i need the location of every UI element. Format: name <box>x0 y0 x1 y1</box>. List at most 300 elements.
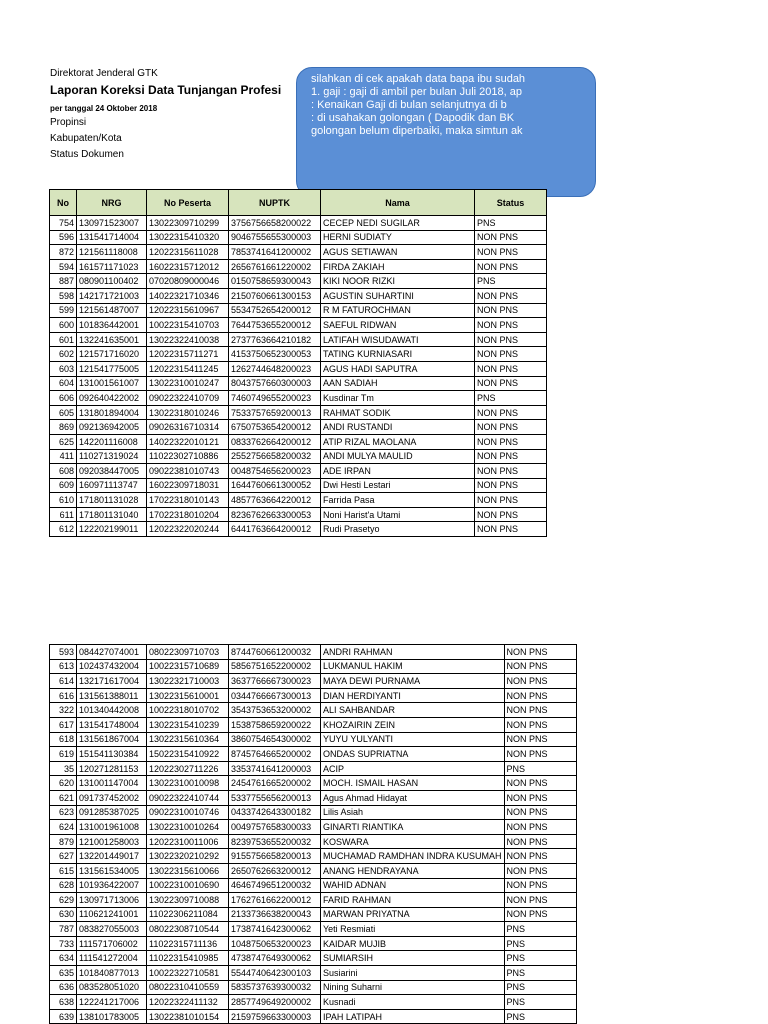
cell-nrg: 080901100402 <box>77 274 147 289</box>
cell-no-peserta: 13022322410038 <box>147 332 229 347</box>
table-row <box>50 805 577 820</box>
cell-status: NON PNS <box>475 259 547 274</box>
cell-nuptk: 2159759663300003 <box>229 1009 321 1024</box>
cell-nama: GINARTI RIANTIKA <box>321 820 505 835</box>
cell-status: PNS <box>475 216 547 231</box>
cell-nrg: 110271319024 <box>77 449 147 464</box>
cell-nama: WAHID ADNAN <box>321 878 505 893</box>
cell-nuptk: 5835737639300032 <box>229 980 321 995</box>
cell-no: 603 <box>50 361 77 376</box>
cell-nama: ALI SAHBANDAR <box>321 703 505 718</box>
cell-status: NON PNS <box>475 318 547 333</box>
cell-status: PNS <box>504 995 576 1010</box>
cell-no: 614 <box>50 674 77 689</box>
cell-nuptk: 4153750652300053 <box>229 347 321 362</box>
cell-no: 608 <box>50 464 77 479</box>
cell-nrg: 121001258003 <box>77 834 147 849</box>
cell-nuptk: 8745764665200002 <box>229 747 321 762</box>
table-row <box>50 659 577 674</box>
cell-nama: Kusdinar Tm <box>321 391 475 406</box>
cell-nama: LUKMANUL HAKIM <box>321 659 505 674</box>
cell-nama: KHOZAIRIN ZEIN <box>321 717 505 732</box>
table-row <box>50 332 547 347</box>
cell-no-peserta: 13022310010264 <box>147 820 229 835</box>
cell-status: NON PNS <box>475 288 547 303</box>
cell-nrg: 121561487007 <box>77 303 147 318</box>
cell-status: NON PNS <box>504 674 576 689</box>
cell-nama: KIKI NOOR RIZKI <box>321 274 475 289</box>
report-date: per tanggal 24 Oktober 2018 <box>50 104 158 113</box>
cell-nama: YUYU YULYANTI <box>321 732 505 747</box>
cell-no: 615 <box>50 863 77 878</box>
cell-nuptk: 7460749655200023 <box>229 391 321 406</box>
table-row <box>50 376 547 391</box>
cell-nrg: 083827055003 <box>77 922 147 937</box>
cell-no: 599 <box>50 303 77 318</box>
cell-nama: FARID RAHMAN <box>321 893 505 908</box>
cell-nrg: 122241217006 <box>77 995 147 1010</box>
cell-nama: SAEFUL RIDWAN <box>321 318 475 333</box>
cell-nrg: 130971713006 <box>77 893 147 908</box>
cell-nuptk: 0344766667300013 <box>229 688 321 703</box>
cell-no: 605 <box>50 405 77 420</box>
cell-no-peserta: 10022310010690 <box>147 878 229 893</box>
table-row <box>50 434 547 449</box>
cell-nuptk: 2133736638200043 <box>229 907 321 922</box>
header-status: Status <box>475 190 547 216</box>
cell-no-peserta: 12022302711226 <box>147 761 229 776</box>
cell-status: NON PNS <box>504 893 576 908</box>
cell-status: PNS <box>504 936 576 951</box>
cell-nrg: 083528051020 <box>77 980 147 995</box>
cell-nama: MUCHAMAD RAMDHAN INDRA KUSUMAH <box>321 849 505 864</box>
cell-no: 604 <box>50 376 77 391</box>
cell-nrg: 121541775005 <box>77 361 147 376</box>
cell-nrg: 091285387025 <box>77 805 147 820</box>
cell-status: NON PNS <box>475 434 547 449</box>
cell-status: NON PNS <box>475 303 547 318</box>
cell-status: NON PNS <box>504 820 576 835</box>
cell-no: 600 <box>50 318 77 333</box>
cell-no: 613 <box>50 659 77 674</box>
cell-nama: TATING KURNIASARI <box>321 347 475 362</box>
cell-nrg: 131561867004 <box>77 732 147 747</box>
cell-nama: Dwi Hesti Lestari <box>321 478 475 493</box>
cell-no-peserta: 17022318010204 <box>147 507 229 522</box>
table-row <box>50 230 547 245</box>
cell-status: NON PNS <box>504 688 576 703</box>
cell-no: 617 <box>50 717 77 732</box>
cell-no: 887 <box>50 274 77 289</box>
cell-nrg: 160971113747 <box>77 478 147 493</box>
cell-no: 596 <box>50 230 77 245</box>
cell-no: 638 <box>50 995 77 1010</box>
table-row <box>50 849 577 864</box>
cell-nuptk: 4857763664220012 <box>229 493 321 508</box>
table-row <box>50 688 577 703</box>
table-row <box>50 522 547 537</box>
cell-status: NON PNS <box>504 645 576 660</box>
cell-nuptk: 6441763664200012 <box>229 522 321 537</box>
cell-no-peserta: 11022315410985 <box>147 951 229 966</box>
cell-nuptk: 0150758659300043 <box>229 274 321 289</box>
cell-no: 635 <box>50 966 77 981</box>
district-label: Kabupaten/Kota <box>50 133 122 144</box>
cell-no: 594 <box>50 259 77 274</box>
cell-nuptk: 7533757659200013 <box>229 405 321 420</box>
cell-nama: AGUS SETIAWAN <box>321 245 475 260</box>
table-row <box>50 645 577 660</box>
cell-no: 636 <box>50 980 77 995</box>
cell-nrg: 171801131040 <box>77 507 147 522</box>
cell-no: 634 <box>50 951 77 966</box>
cell-no: 610 <box>50 493 77 508</box>
cell-no: 35 <box>50 761 77 776</box>
table-row <box>50 259 547 274</box>
cell-nama: SUMIARSIH <box>321 951 505 966</box>
cell-no: 618 <box>50 732 77 747</box>
cell-no-peserta: 11022315711136 <box>147 936 229 951</box>
cell-nuptk: 0048754656200023 <box>229 464 321 479</box>
cell-status: PNS <box>504 1009 576 1024</box>
header-nrg: NRG <box>77 190 147 216</box>
cell-nama: Rudi Prasetyo <box>321 522 475 537</box>
note-line: silahkan di cek apakah data bapa ibu sudah <box>311 73 526 85</box>
table-row <box>50 732 577 747</box>
cell-nama: AGUSTIN SUHARTINI <box>321 288 475 303</box>
cell-nuptk: 2150760661300153 <box>229 288 321 303</box>
cell-status: NON PNS <box>504 717 576 732</box>
cell-status: NON PNS <box>475 464 547 479</box>
province-label: Propinsi <box>50 117 87 128</box>
cell-status: NON PNS <box>475 420 547 435</box>
cell-nama: FIRDA ZAKIAH <box>321 259 475 274</box>
cell-no-peserta: 10022318010702 <box>147 703 229 718</box>
cell-nrg: 110621241001 <box>77 907 147 922</box>
cell-status: NON PNS <box>504 907 576 922</box>
header-no: No <box>50 190 77 216</box>
cell-no: 628 <box>50 878 77 893</box>
cell-no-peserta: 08022309710703 <box>147 645 229 660</box>
cell-nrg: 131561534005 <box>77 863 147 878</box>
cell-no-peserta: 10022315710689 <box>147 659 229 674</box>
cell-nama: LATIFAH WISUDAWATI <box>321 332 475 347</box>
cell-no: 609 <box>50 478 77 493</box>
table-row <box>50 995 577 1010</box>
cell-nama: Agus Ahmad Hidayat <box>321 790 505 805</box>
table-row <box>50 878 577 893</box>
cell-nama: DIAN HERDIYANTI <box>321 688 505 703</box>
cell-nama: IPAH LATIPAH <box>321 1009 505 1024</box>
table-row <box>50 303 547 318</box>
cell-no-peserta: 14022321710346 <box>147 288 229 303</box>
cell-nuptk: 8043757660300003 <box>229 376 321 391</box>
cell-no-peserta: 15022315410922 <box>147 747 229 762</box>
cell-nama: Noni Harist'a Utami <box>321 507 475 522</box>
table-row <box>50 761 577 776</box>
cell-nrg: 132241635001 <box>77 332 147 347</box>
cell-status: NON PNS <box>504 776 576 791</box>
cell-nuptk: 3543753653200002 <box>229 703 321 718</box>
cell-nama: ANANG HENDRAYANA <box>321 863 505 878</box>
report-title: Laporan Koreksi Data Tunjangan Profesi <box>50 83 282 97</box>
cell-no-peserta: 09026316710314 <box>147 420 229 435</box>
cell-nrg: 121561118008 <box>77 245 147 260</box>
cell-nuptk: 5856751652200002 <box>229 659 321 674</box>
cell-no-peserta: 12022310011006 <box>147 834 229 849</box>
cell-no: 602 <box>50 347 77 362</box>
cell-no: 601 <box>50 332 77 347</box>
cell-status: NON PNS <box>504 878 576 893</box>
cell-nuptk: 5534752654200012 <box>229 303 321 318</box>
cell-no-peserta: 13022320210292 <box>147 849 229 864</box>
cell-no-peserta: 12022315611028 <box>147 245 229 260</box>
table-row <box>50 216 547 231</box>
cell-nuptk: 3637766667300023 <box>229 674 321 689</box>
table-row <box>50 245 547 260</box>
table-row <box>50 464 547 479</box>
cell-no: 411 <box>50 449 77 464</box>
table-row <box>50 507 547 522</box>
cell-nuptk: 1262744648200023 <box>229 361 321 376</box>
cell-nama: RAHMAT SODIK <box>321 405 475 420</box>
table-row <box>50 1009 577 1024</box>
cell-status: NON PNS <box>475 245 547 260</box>
cell-no: 606 <box>50 391 77 406</box>
cell-no-peserta: 12022315610967 <box>147 303 229 318</box>
table-row <box>50 893 577 908</box>
cell-nuptk: 1644760661300052 <box>229 478 321 493</box>
cell-status: NON PNS <box>504 747 576 762</box>
table-row <box>50 776 577 791</box>
cell-nama: ANDI RUSTANDI <box>321 420 475 435</box>
cell-no: 787 <box>50 922 77 937</box>
cell-nrg: 084427074001 <box>77 645 147 660</box>
cell-nuptk: 8236762663300053 <box>229 507 321 522</box>
cell-no: 733 <box>50 936 77 951</box>
cell-nama: Farrida Pasa <box>321 493 475 508</box>
cell-status: NON PNS <box>504 659 576 674</box>
cell-nrg: 102437432004 <box>77 659 147 674</box>
cell-nrg: 131561388011 <box>77 688 147 703</box>
table-row <box>50 907 577 922</box>
cell-nrg: 132171617004 <box>77 674 147 689</box>
cell-nrg: 131001961008 <box>77 820 147 835</box>
table-row <box>50 391 547 406</box>
cell-nrg: 131001561007 <box>77 376 147 391</box>
cell-nrg: 121571716020 <box>77 347 147 362</box>
cell-no: 629 <box>50 893 77 908</box>
cell-nuptk: 2650762663200012 <box>229 863 321 878</box>
cell-nama: CECEP NEDI SUGILAR <box>321 216 475 231</box>
cell-status: NON PNS <box>475 449 547 464</box>
cell-nuptk: 2857749649200002 <box>229 995 321 1010</box>
note-callout <box>296 67 596 197</box>
cell-no: 872 <box>50 245 77 260</box>
cell-nrg: 171801131028 <box>77 493 147 508</box>
cell-status: PNS <box>504 980 576 995</box>
cell-nama: Susiarini <box>321 966 505 981</box>
note-line: : Kenaikan Gaji di bulan selanjutnya di b <box>311 99 507 111</box>
table-row <box>50 790 577 805</box>
table-row <box>50 966 577 981</box>
cell-nrg: 092136942005 <box>77 420 147 435</box>
table-row <box>50 405 547 420</box>
cell-nrg: 132201449017 <box>77 849 147 864</box>
cell-nrg: 111571706002 <box>77 936 147 951</box>
cell-nama: AGUS HADI SAPUTRA <box>321 361 475 376</box>
cell-no: 616 <box>50 688 77 703</box>
cell-nrg: 092640422002 <box>77 391 147 406</box>
note-line: golongan belum diperbaiki, maka simtun ak <box>311 125 523 137</box>
cell-no-peserta: 16022309718031 <box>147 478 229 493</box>
cell-nama: MOCH. ISMAIL HASAN <box>321 776 505 791</box>
header-nama: Nama <box>321 190 475 216</box>
table-row <box>50 361 547 376</box>
cell-nrg: 091737452002 <box>77 790 147 805</box>
cell-nama: ADE IRPAN <box>321 464 475 479</box>
cell-nama: MARWAN PRIYATNA <box>321 907 505 922</box>
cell-nrg: 161571171023 <box>77 259 147 274</box>
cell-status: NON PNS <box>475 522 547 537</box>
cell-nuptk: 1538758659200022 <box>229 717 321 732</box>
cell-nuptk: 1738741642300062 <box>229 922 321 937</box>
cell-no-peserta: 07020809000046 <box>147 274 229 289</box>
cell-nrg: 092038447005 <box>77 464 147 479</box>
table-row <box>50 288 547 303</box>
cell-no: 620 <box>50 776 77 791</box>
cell-no-peserta: 13022315410239 <box>147 717 229 732</box>
cell-nuptk: 8239753655200032 <box>229 834 321 849</box>
cell-nrg: 131801894004 <box>77 405 147 420</box>
cell-no-peserta: 11022302710886 <box>147 449 229 464</box>
cell-nama: KOSWARA <box>321 834 505 849</box>
cell-nrg: 122202199011 <box>77 522 147 537</box>
cell-status: PNS <box>475 391 547 406</box>
cell-status: NON PNS <box>475 376 547 391</box>
cell-nama: HERNI SUDIATY <box>321 230 475 245</box>
cell-status: NON PNS <box>504 732 576 747</box>
cell-nama: KAIDAR MUJIB <box>321 936 505 951</box>
cell-nuptk: 9046755655300003 <box>229 230 321 245</box>
cell-no: 611 <box>50 507 77 522</box>
cell-status: PNS <box>504 922 576 937</box>
cell-nrg: 138101783005 <box>77 1009 147 1024</box>
cell-status: NON PNS <box>504 834 576 849</box>
cell-nrg: 131541714004 <box>77 230 147 245</box>
cell-nuptk: 2656761661220002 <box>229 259 321 274</box>
cell-no-peserta: 13022315610364 <box>147 732 229 747</box>
table-row <box>50 980 577 995</box>
cell-nrg: 120271281153 <box>77 761 147 776</box>
table-row <box>50 274 547 289</box>
cell-no-peserta: 09022310010746 <box>147 805 229 820</box>
cell-no-peserta: 11022306211084 <box>147 907 229 922</box>
cell-nrg: 131541748004 <box>77 717 147 732</box>
cell-nama: Lilis Asiah <box>321 805 505 820</box>
table-row <box>50 747 577 762</box>
cell-nuptk: 1762761662200012 <box>229 893 321 908</box>
table-row <box>50 922 577 937</box>
table-row <box>50 863 577 878</box>
data-table-2 <box>49 644 577 1024</box>
cell-no-peserta: 08022310410559 <box>147 980 229 995</box>
cell-no: 621 <box>50 790 77 805</box>
header-nuptk: NUPTK <box>229 190 321 216</box>
table-row <box>50 347 547 362</box>
cell-no-peserta: 12022322411132 <box>147 995 229 1010</box>
cell-no-peserta: 13022310010247 <box>147 376 229 391</box>
cell-status: NON PNS <box>475 332 547 347</box>
table-row <box>50 936 577 951</box>
data-table-1 <box>49 189 547 537</box>
cell-no-peserta: 10022315410703 <box>147 318 229 333</box>
cell-status: NON PNS <box>475 347 547 362</box>
table-row <box>50 717 577 732</box>
table-row <box>50 951 577 966</box>
cell-nama: ONDAS SUPRIATNA <box>321 747 505 762</box>
cell-status: NON PNS <box>475 478 547 493</box>
cell-status: NON PNS <box>504 863 576 878</box>
table-row <box>50 674 577 689</box>
table-row <box>50 449 547 464</box>
org-name: Direktorat Jenderal GTK <box>50 68 158 79</box>
cell-no-peserta: 09022322410709 <box>147 391 229 406</box>
cell-nama: AAN SADIAH <box>321 376 475 391</box>
cell-nrg: 142171721003 <box>77 288 147 303</box>
cell-status: PNS <box>504 951 576 966</box>
cell-no: 598 <box>50 288 77 303</box>
table-row <box>50 703 577 718</box>
cell-nuptk: 8744760661200032 <box>229 645 321 660</box>
cell-nama: Nining Suharni <box>321 980 505 995</box>
cell-no: 612 <box>50 522 77 537</box>
cell-nuptk: 0833762664200012 <box>229 434 321 449</box>
cell-no: 627 <box>50 849 77 864</box>
cell-no-peserta: 08022308710544 <box>147 922 229 937</box>
cell-no: 630 <box>50 907 77 922</box>
cell-nrg: 101340442008 <box>77 703 147 718</box>
cell-nuptk: 7853741641200002 <box>229 245 321 260</box>
cell-status: NON PNS <box>504 790 576 805</box>
table-row <box>50 820 577 835</box>
cell-nrg: 151541130384 <box>77 747 147 762</box>
cell-no-peserta: 16022315712012 <box>147 259 229 274</box>
cell-status: NON PNS <box>504 849 576 864</box>
cell-status: PNS <box>475 274 547 289</box>
note-line: : di usahakan golongan ( Dapodik dan BK <box>311 112 515 124</box>
cell-status: NON PNS <box>475 230 547 245</box>
cell-nama: Kusnadi <box>321 995 505 1010</box>
cell-no-peserta: 13022318010246 <box>147 405 229 420</box>
cell-no-peserta: 14022322010121 <box>147 434 229 449</box>
cell-no-peserta: 10022322710581 <box>147 966 229 981</box>
cell-nuptk: 5544740642300103 <box>229 966 321 981</box>
cell-nuptk: 4738747649300062 <box>229 951 321 966</box>
cell-no: 625 <box>50 434 77 449</box>
cell-status: PNS <box>504 761 576 776</box>
cell-nrg: 101836442001 <box>77 318 147 333</box>
cell-status: NON PNS <box>475 361 547 376</box>
cell-no: 624 <box>50 820 77 835</box>
cell-no-peserta: 13022315410320 <box>147 230 229 245</box>
cell-nrg: 101840877013 <box>77 966 147 981</box>
cell-nrg: 131001147004 <box>77 776 147 791</box>
cell-nuptk: 7644753655200012 <box>229 318 321 333</box>
cell-no-peserta: 09022381010743 <box>147 464 229 479</box>
cell-no: 879 <box>50 834 77 849</box>
cell-nuptk: 2552756658200032 <box>229 449 321 464</box>
